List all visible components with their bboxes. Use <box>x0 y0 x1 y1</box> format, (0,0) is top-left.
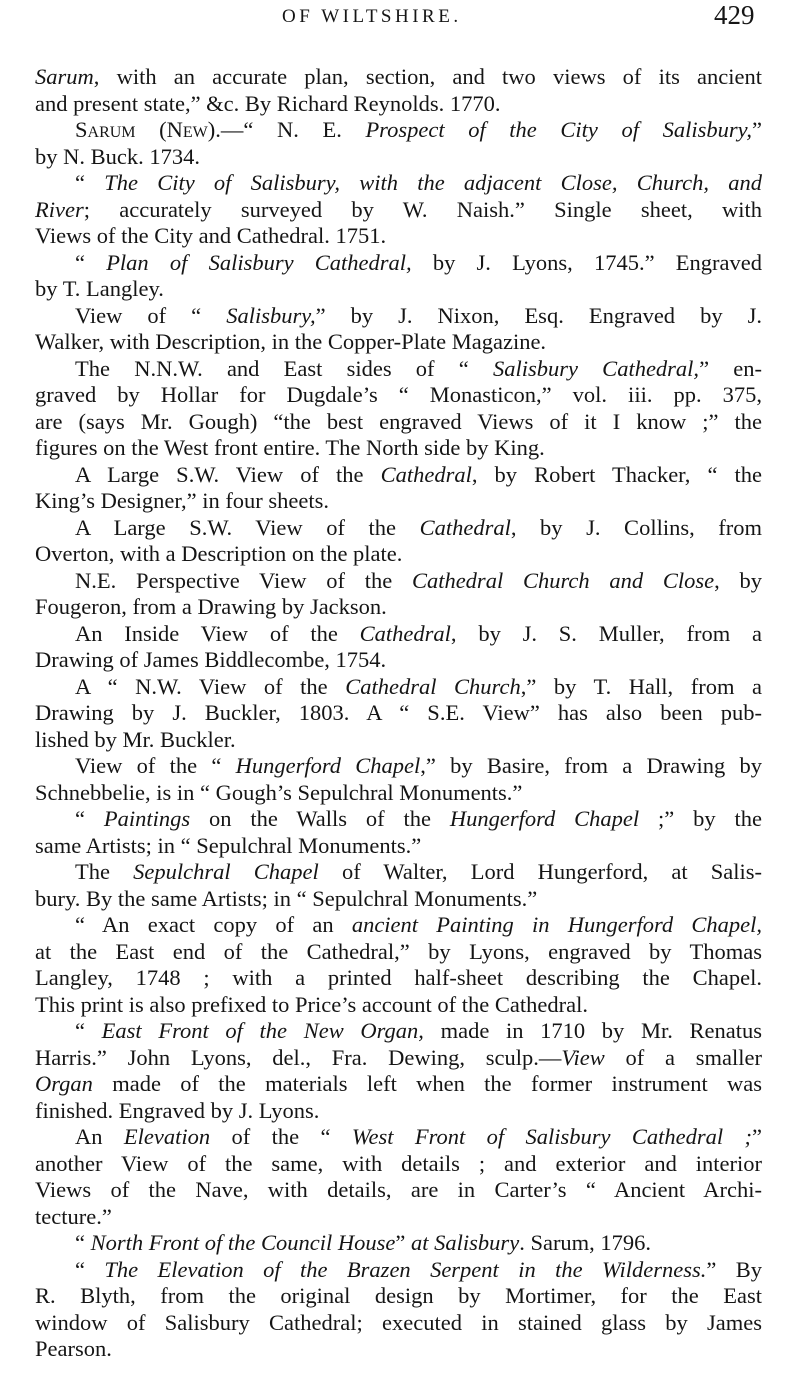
italic-text: Hungerford Chapel <box>235 753 421 778</box>
text-segment: , by J. S. Muller, from a <box>450 620 762 646</box>
paragraph <box>35 1018 762 1124</box>
text-segment: Drawing of James Biddlecombe, 1754. <box>35 647 387 672</box>
text-segment: window of Salisbury Cathedral; executed in stained glass by James <box>35 1309 762 1335</box>
text-line <box>35 197 762 224</box>
text-segment: This print is also prefixed to Price’s account of the Cathedral. <box>35 991 588 1017</box>
text-line <box>35 223 762 250</box>
text-segment: An <box>75 1124 124 1149</box>
text-line <box>35 806 762 833</box>
paragraph <box>35 170 762 250</box>
paragraph <box>35 356 762 462</box>
text-line <box>35 753 762 780</box>
text-line <box>35 859 762 886</box>
italic-text: Cathedral <box>419 514 511 540</box>
text-line <box>35 91 762 118</box>
text-segment: An Inside View of the <box>75 620 360 646</box>
italic-text: Salisbury Cathedral, <box>492 355 700 381</box>
text-segment: “ <box>75 806 104 831</box>
text-segment: N.E. Perspective View of the <box>75 567 412 593</box>
text-segment: Harris.” John Lyons, del., Fra. Dewing, sculp.— <box>35 1044 562 1070</box>
text-line <box>35 912 762 939</box>
italic-text: View <box>561 1044 605 1070</box>
italic-text: Cathedral <box>359 620 451 646</box>
text-line <box>35 488 762 515</box>
paragraph <box>35 568 762 621</box>
paragraph <box>35 674 762 754</box>
text-line <box>35 1336 762 1363</box>
paragraph <box>35 912 762 1018</box>
text-segment: by J. Lyons, 1745.” Engraved <box>411 249 762 275</box>
text-segment: ” <box>752 117 762 142</box>
running-title: OF WILTSHIRE. <box>282 6 462 27</box>
italic-text: West Front of Salisbury Cathedral ; <box>351 1124 752 1149</box>
text-segment: lished by Mr. Buckler. <box>35 726 236 752</box>
small-caps-text: Sarum (New) <box>75 117 216 142</box>
italic-text: ancient Painting in Hungerford Chapel, <box>351 912 762 937</box>
text-line <box>35 594 762 621</box>
italic-text: Hungerford Chapel <box>449 806 640 831</box>
text-line <box>35 674 762 701</box>
text-segment: Views of the Nave, with details, are in Carter’s “ Ancient Archi- <box>35 1177 762 1202</box>
text-segment: Overton, with a Description on the plate. <box>35 541 403 566</box>
text-line <box>35 1124 762 1151</box>
text-segment: The <box>75 859 134 884</box>
text-segment: ; accurately surveyed by W. Naish.” Single sheet, with <box>83 196 762 222</box>
text-line <box>35 965 762 992</box>
text-line <box>35 515 762 542</box>
text-segment: “ An exact copy of an <box>75 912 352 937</box>
text-line <box>35 939 762 966</box>
text-line <box>35 568 762 595</box>
text-line <box>35 1177 762 1204</box>
text-segment: ” en- <box>699 355 762 381</box>
text-line <box>35 833 762 860</box>
text-segment: Views of the City and Cathedral. 1751. <box>35 223 387 248</box>
italic-text: at Salisbury <box>411 1230 520 1255</box>
text-line <box>35 727 762 754</box>
italic-text: Elevation <box>123 1124 211 1149</box>
paragraph <box>35 806 762 859</box>
italic-text: Sepulchral Chapel <box>133 859 319 884</box>
text-line <box>35 356 762 383</box>
text-segment: on the Walls of the <box>190 806 450 831</box>
text-line <box>35 250 762 277</box>
text-segment: Drawing by J. Buckler, 1803. A “ S.E. View” has also been pub- <box>35 700 762 725</box>
text-segment: View of the “ <box>75 753 236 778</box>
paragraph <box>35 250 762 303</box>
text-line <box>35 1071 762 1098</box>
text-segment: ,” by T. Hall, from a <box>520 673 763 699</box>
text-segment: ,” by Basire, from a Drawing by <box>420 753 762 778</box>
italic-text: East Front of the New Organ, <box>101 1018 424 1043</box>
italic-text: Plan of Salisbury Cathedral, <box>106 249 412 275</box>
text-segment: graved by Hollar for Dugdale’s “ Monasticon,” vol. iii. pp. 375, <box>35 382 762 407</box>
text-segment: and present state,” &c. By Richard Reynolds. 1770. <box>35 90 501 116</box>
text-line <box>35 117 762 144</box>
text-line <box>35 435 762 462</box>
text-segment: View of “ <box>75 302 227 328</box>
text-segment: at the East end of the Cathedral,” by Lyons, engraved by Thomas <box>35 938 762 964</box>
text-segment: another View of the same, with details ; and exterior and interior <box>35 1150 762 1176</box>
text-segment: A Large S.W. View of the <box>75 514 420 540</box>
paragraph <box>35 1124 762 1230</box>
text-segment: “ <box>75 1018 102 1043</box>
text-segment: , by <box>714 567 763 593</box>
text-segment: Schnebbelie, is in “ Gough’s Sepulchral Monuments.” <box>35 779 523 805</box>
italic-text: The Elevation of the Brazen Serpent in the Wilderness. <box>104 1256 707 1282</box>
text-segment: same Artists; in “ Sepulchral Monuments.” <box>35 832 422 858</box>
text-segment: .—“ N. E. <box>215 117 366 142</box>
paragraph <box>35 117 762 170</box>
text-segment: figures on the West front entire. The North side by King. <box>35 435 545 460</box>
italic-text: Cathedral <box>380 461 472 487</box>
italic-text: Sarum <box>35 64 94 89</box>
text-segment: . Sarum, 1796. <box>519 1230 652 1255</box>
text-segment: ” <box>752 1124 762 1149</box>
text-line <box>35 700 762 727</box>
text-line <box>35 1018 762 1045</box>
text-segment: of a smaller <box>604 1044 762 1070</box>
text-segment: made in 1710 by Mr. Renatus <box>423 1018 762 1043</box>
text-line <box>35 462 762 489</box>
text-segment: Walker, with Description, in the Copper-Plate Magazine. <box>35 329 547 354</box>
text-line <box>35 1204 762 1231</box>
text-segment: of the “ <box>210 1124 352 1149</box>
text-segment: The N.N.W. and East sides of “ <box>75 355 493 381</box>
text-segment: Langley, 1748 ; with a printed half-sheet describing the Chapel. <box>35 965 762 990</box>
paragraph <box>35 753 762 806</box>
italic-text: Cathedral Church and Close <box>411 567 715 593</box>
text-line <box>35 382 762 409</box>
text-segment: of Walter, Lord Hungerford, at Salis- <box>318 859 762 884</box>
text-segment: ” By <box>706 1256 762 1282</box>
paragraph <box>35 859 762 912</box>
text-segment: , by J. Collins, from <box>510 514 763 540</box>
text-segment: bury. By the same Artists; in “ Sepulchral Monuments.” <box>35 885 538 911</box>
text-line <box>35 303 762 330</box>
paragraph <box>35 462 762 515</box>
page-number: 429 <box>714 0 755 30</box>
italic-text: Organ <box>35 1071 93 1096</box>
text-line <box>35 1151 762 1178</box>
text-line <box>35 170 762 197</box>
text-segment: ” by J. Nixon, Esq. Engraved by J. <box>315 302 762 328</box>
paragraph <box>35 64 762 117</box>
text-line <box>35 1098 762 1125</box>
text-line <box>35 409 762 436</box>
text-line <box>35 1310 762 1337</box>
text-line <box>35 1283 762 1310</box>
page-body <box>35 64 762 1363</box>
text-line <box>35 992 762 1019</box>
paragraph <box>35 1230 762 1257</box>
paragraph <box>35 515 762 568</box>
text-segment: made of the materials left when the former instrument was <box>92 1071 762 1096</box>
text-segment: “ <box>75 249 107 275</box>
text-line <box>35 1230 762 1257</box>
text-segment: ;” by the <box>639 806 762 831</box>
text-line <box>35 64 762 91</box>
italic-text: North Front of the Council House <box>90 1230 396 1255</box>
text-segment: A “ N.W. View of the <box>75 673 346 699</box>
text-segment: , by Robert Thacker, “ the <box>471 461 763 487</box>
text-segment: King’s Designer,” in four sheets. <box>35 488 330 513</box>
italic-text: The City of Salisbury, with the adjacent Close, Church, and <box>104 170 762 195</box>
text-line <box>35 780 762 807</box>
paragraph <box>35 621 762 674</box>
text-segment: tecture.” <box>35 1203 112 1229</box>
text-segment: ” <box>395 1230 412 1255</box>
text-segment: are (says Mr. Gough) “the best engraved Views of it I know ;” the <box>35 408 762 434</box>
italic-text: Prospect of the City of Salisbury, <box>365 117 752 142</box>
text-line <box>35 621 762 648</box>
text-segment: , with an accurate plan, section, and two views of its ancient <box>93 64 762 89</box>
page-header <box>0 0 800 40</box>
text-segment: finished. Engraved by J. Lyons. <box>35 1097 320 1123</box>
text-segment: Fougeron, from a Drawing by Jackson. <box>35 594 387 619</box>
text-segment: Pearson. <box>35 1336 112 1361</box>
italic-text: Salisbury, <box>226 302 316 328</box>
text-line <box>35 329 762 356</box>
text-line <box>35 1257 762 1284</box>
text-segment: by N. Buck. 1734. <box>35 143 200 169</box>
italic-text: River <box>35 196 84 222</box>
text-line <box>35 886 762 913</box>
text-segment: A Large S.W. View of the <box>75 461 381 487</box>
text-line <box>35 1045 762 1072</box>
text-line <box>35 647 762 674</box>
italic-text: Paintings <box>103 806 191 831</box>
text-segment: “ <box>75 170 105 195</box>
text-line <box>35 144 762 171</box>
paragraph <box>35 303 762 356</box>
paragraph <box>35 1257 762 1363</box>
italic-text: Cathedral Church <box>345 673 521 699</box>
text-segment: “ <box>75 1230 91 1255</box>
text-segment: “ <box>75 1256 105 1282</box>
text-line <box>35 541 762 568</box>
text-line <box>35 276 762 303</box>
text-segment: R. Blyth, from the original design by Mortimer, for the East <box>35 1283 762 1308</box>
text-segment: by T. Langley. <box>35 276 164 301</box>
